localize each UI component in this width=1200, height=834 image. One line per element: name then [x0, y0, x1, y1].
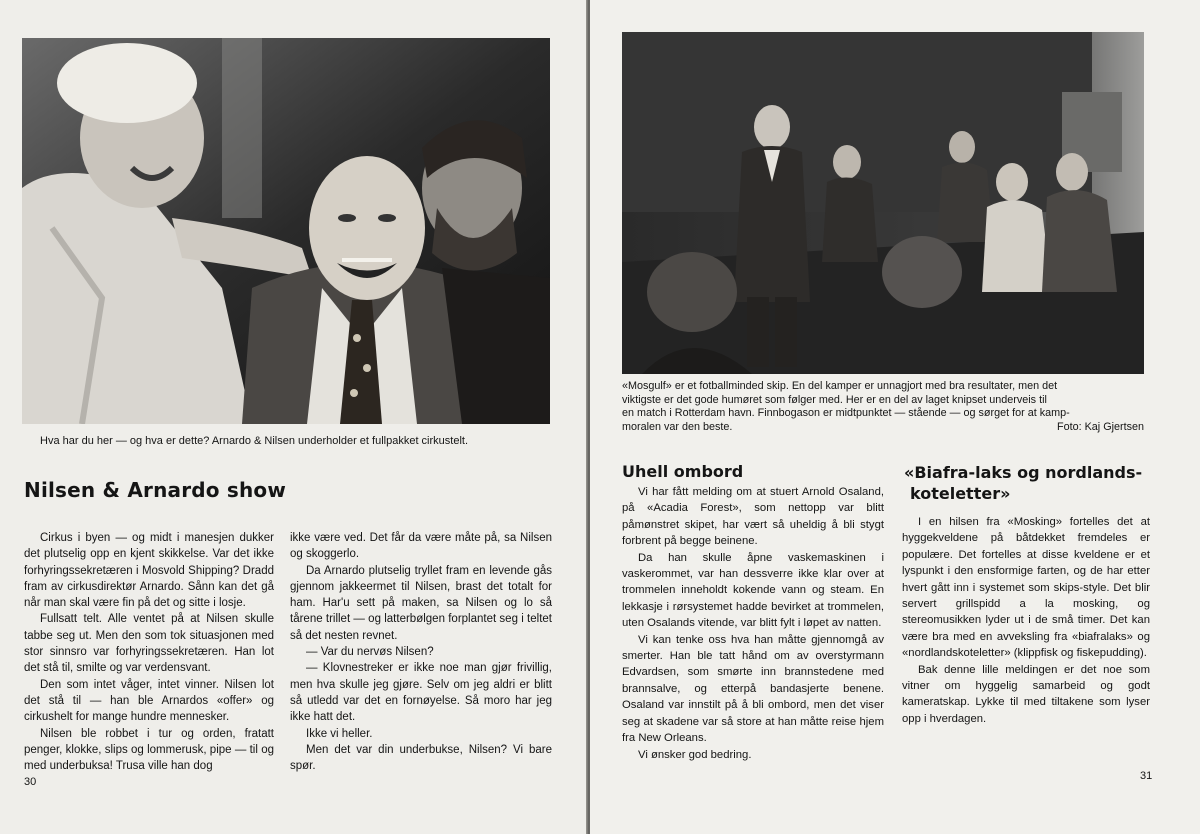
page-number: 31: [1140, 770, 1153, 782]
article-headline-biafra: [904, 462, 1142, 504]
article-paragraph: Vi kan tenke oss hva han måtte gjennomgå av smerter. Han ble tatt hånd om av overstyrmann Edvardsen, som smørte inn brannstedene med brannsalve, og etterpå bandasjerte benene. Osaland var innstilt på å bli ombord, men det viser seg at skadene var så store at han måtte reise hjem fra New Orleans.: [622, 633, 884, 745]
headline-line: koteletter»: [910, 484, 1011, 503]
article-headline-uhell: Uhell ombord: [622, 462, 744, 481]
article-paragraph: — Var du nervøs Nilsen?: [306, 646, 434, 659]
article-paragraph: Da han skulle åpne vaskemaskinen i vaskerommet, var han dessverre ikke klar over at trommelen inneholdt kokende vann og steam. En lekkasje i rørsystemet hadde bevirket at trommelen, uten Osalands vitende, var blitt fylt i løpet av natten.: [622, 551, 884, 630]
article-paragraph: — Klovnestreker er ikke noe man gjør frivillig, men hva skulle jeg gjøre. Selv om jeg aldri er blitt så utledd var det en fornøyelse. Så moro har jeg ikke hatt det.: [290, 662, 552, 724]
circus-photo: [22, 38, 550, 424]
caption-line: en match i Rotterdam havn. Finnbogason er midtpunktet — stående — og sørget for at kamp-: [622, 407, 1070, 420]
article-paragraph: Nilsen ble robbet i tur og orden, fratatt penger, klokke, slips og lommerusk, pipe — til og med underbuksa! Trusa ville han dog: [24, 727, 274, 773]
article-column-2: [290, 530, 552, 774]
caption-line-end: moralen var den beste.: [622, 420, 733, 433]
article-paragraph: ikke være ved. Det får da være måte på, sa Nilsen og skoggerlo.: [290, 532, 552, 561]
article-paragraph: Cirkus i byen — og midt i manesjen dukker det plutselig opp en kjent skikkelse. Var det ikke forhyringssekretæren i Mosvold Shipping? Dradd fram av cirkusdirektør Arnardo. Sånn kan det gå når man skal være fin på det og sitte i losje.: [24, 532, 274, 610]
article-headline: Nilsen & Arnardo show: [24, 478, 287, 502]
caption-line: «Mosgulf» er et fotballminded skip. En del kamper er unnagjort med bra resultater, men det: [622, 380, 1058, 392]
article-column-uhell: [622, 484, 884, 763]
caption-line: [622, 421, 1144, 435]
article-paragraph: Vi har fått melding om at stuert Arnold Osaland, på «Acadia Forest», som nettopp var blitt påmønstret skipet, har vært så uheldig å bli stygt forbrent på begge beinene.: [622, 486, 884, 548]
article-paragraph: I en hilsen fra «Mosking» fortelles det at hyggekveldene på båtdekket fremdeles er populære. Det fortelles at disse kveldene er et lyspunkt i den ensformige farten, og de har etter hvert gått inn i systemet som skips-style. Det blir servert grillspidd a la mosking, og stereomusikken lyder ut i de små timer. Det kan være bra med en avveksling fra «biafralaks» og «nordlandskoteletter» (klippfisk og fiskepudding).: [902, 516, 1150, 660]
page-number: 30: [24, 776, 37, 788]
headline-line: «Biafra-laks og nordlands-: [904, 463, 1143, 482]
article-paragraph: Ikke vi heller.: [306, 727, 373, 740]
ship-team-photo-image: [622, 32, 1144, 374]
right-page: [590, 0, 1200, 834]
article-paragraph: Bak denne lille meldingen er det noe som vitner om hyggelig samarbeid og godt kameratskap. Lykke til med tiltakene som lyser opp i hverdagen.: [902, 663, 1150, 725]
article-column-1: [24, 530, 274, 774]
photo-caption: Hva har du her — og hva er dette? Arnardo & Nilsen underholder et fullpakket cirkustelt.: [40, 435, 469, 447]
circus-photo-image: [22, 38, 550, 424]
caption-line: viktigste er det gode humøret som følger med. Her er en del av laget knipset underveis til: [622, 393, 1047, 406]
left-page: [0, 0, 588, 834]
article-paragraph: Fullsatt telt. Alle ventet på at Nilsen skulle tabbe seg ut. Men den som tok situasjonen med stor sinnsro var forhyringssekretæren. Han lot det stå til, smilte og var verdensvant.: [24, 613, 274, 675]
article-paragraph: Den som intet våger, intet vinner. Nilsen lot det stå til — han ble Arnardos «offer» og cirkushelt for mange hundre mennesker.: [24, 678, 274, 724]
photo-credit: Foto: Kaj Gjertsen: [1056, 420, 1144, 433]
article-column-biafra: [902, 514, 1150, 727]
article-paragraph: Vi ønsker god bedring.: [638, 748, 752, 761]
article-paragraph: Men det var din underbukse, Nilsen? Vi bare spør.: [290, 743, 552, 773]
photo-caption: [622, 380, 1144, 434]
article-paragraph: Da Arnardo plutselig tryllet fram en levende gås gjennom jakkeermet til Nilsen, brast det totalt for ham. Har'u sett på maken, sa Nilsen og lo så tårene trillet — og latterbølgen forplantet seg i teltet så det nesten revnet.: [290, 564, 552, 642]
ship-team-photo: [622, 32, 1144, 374]
